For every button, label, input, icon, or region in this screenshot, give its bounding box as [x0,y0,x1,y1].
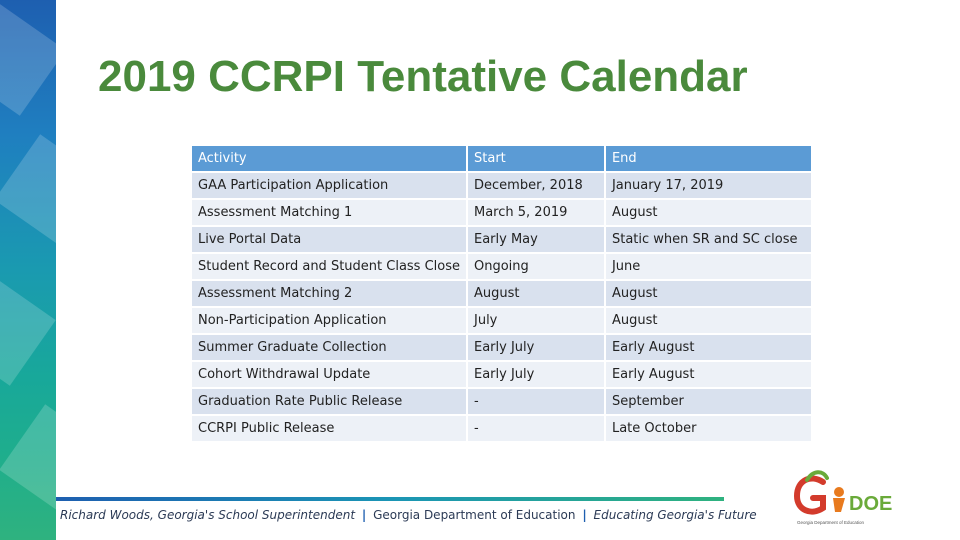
table-header-row [192,146,811,171]
table-row [192,308,811,333]
table-row [192,254,811,279]
end-cell: Static when SR and SC close [606,227,811,252]
start-cell: July [468,308,604,333]
end-cell: Early August [606,362,811,387]
table-row [192,416,811,441]
table-row [192,200,811,225]
end-cell: August [606,308,811,333]
start-cell: December, 2018 [468,173,604,198]
footer-separator: | [582,508,587,522]
start-cell: March 5, 2019 [468,200,604,225]
svg-text:DOE: DOE [849,493,893,515]
start-cell: Early May [468,227,604,252]
activity-cell: CCRPI Public Release [192,416,466,441]
footer-superintendent: Richard Woods, Georgia's School Superintendent [60,508,356,522]
table-row [192,227,811,252]
start-cell: - [468,416,604,441]
activity-cell: Live Portal Data [192,227,466,252]
footer [60,508,757,522]
end-cell: August [606,281,811,306]
header-end: End [606,146,811,171]
activity-cell: Assessment Matching 1 [192,200,466,225]
calendar-table [190,144,813,443]
table-row [192,389,811,414]
activity-cell: GAA Participation Application [192,173,466,198]
start-cell: Early July [468,335,604,360]
footer-tagline: Educating Georgia's Future [593,508,757,522]
end-cell: June [606,254,811,279]
header-activity: Activity [192,146,466,171]
activity-cell: Student Record and Student Class Close [192,254,466,279]
start-cell: - [468,389,604,414]
end-cell: Early August [606,335,811,360]
start-cell: Ongoing [468,254,604,279]
activity-cell: Summer Graduate Collection [192,335,466,360]
footer-divider [56,497,724,501]
footer-department: Georgia Department of Education [373,508,576,522]
start-cell: Early July [468,362,604,387]
table-row [192,281,811,306]
activity-cell: Cohort Withdrawal Update [192,362,466,387]
table-row [192,362,811,387]
decorative-side-band [0,0,56,540]
activity-cell: Graduation Rate Public Release [192,389,466,414]
svg-text:Georgia Department of Educatio: Georgia Department of Education [797,520,865,525]
gadoe-logo [793,468,903,528]
table-row [192,173,811,198]
table-row [192,335,811,360]
activity-cell: Assessment Matching 2 [192,281,466,306]
end-cell: August [606,200,811,225]
end-cell: January 17, 2019 [606,173,811,198]
start-cell: August [468,281,604,306]
end-cell: September [606,389,811,414]
header-start: Start [468,146,604,171]
end-cell: Late October [606,416,811,441]
slide-title: 2019 CCRPI Tentative Calendar [98,52,748,101]
activity-cell: Non-Participation Application [192,308,466,333]
footer-separator: | [361,508,367,522]
